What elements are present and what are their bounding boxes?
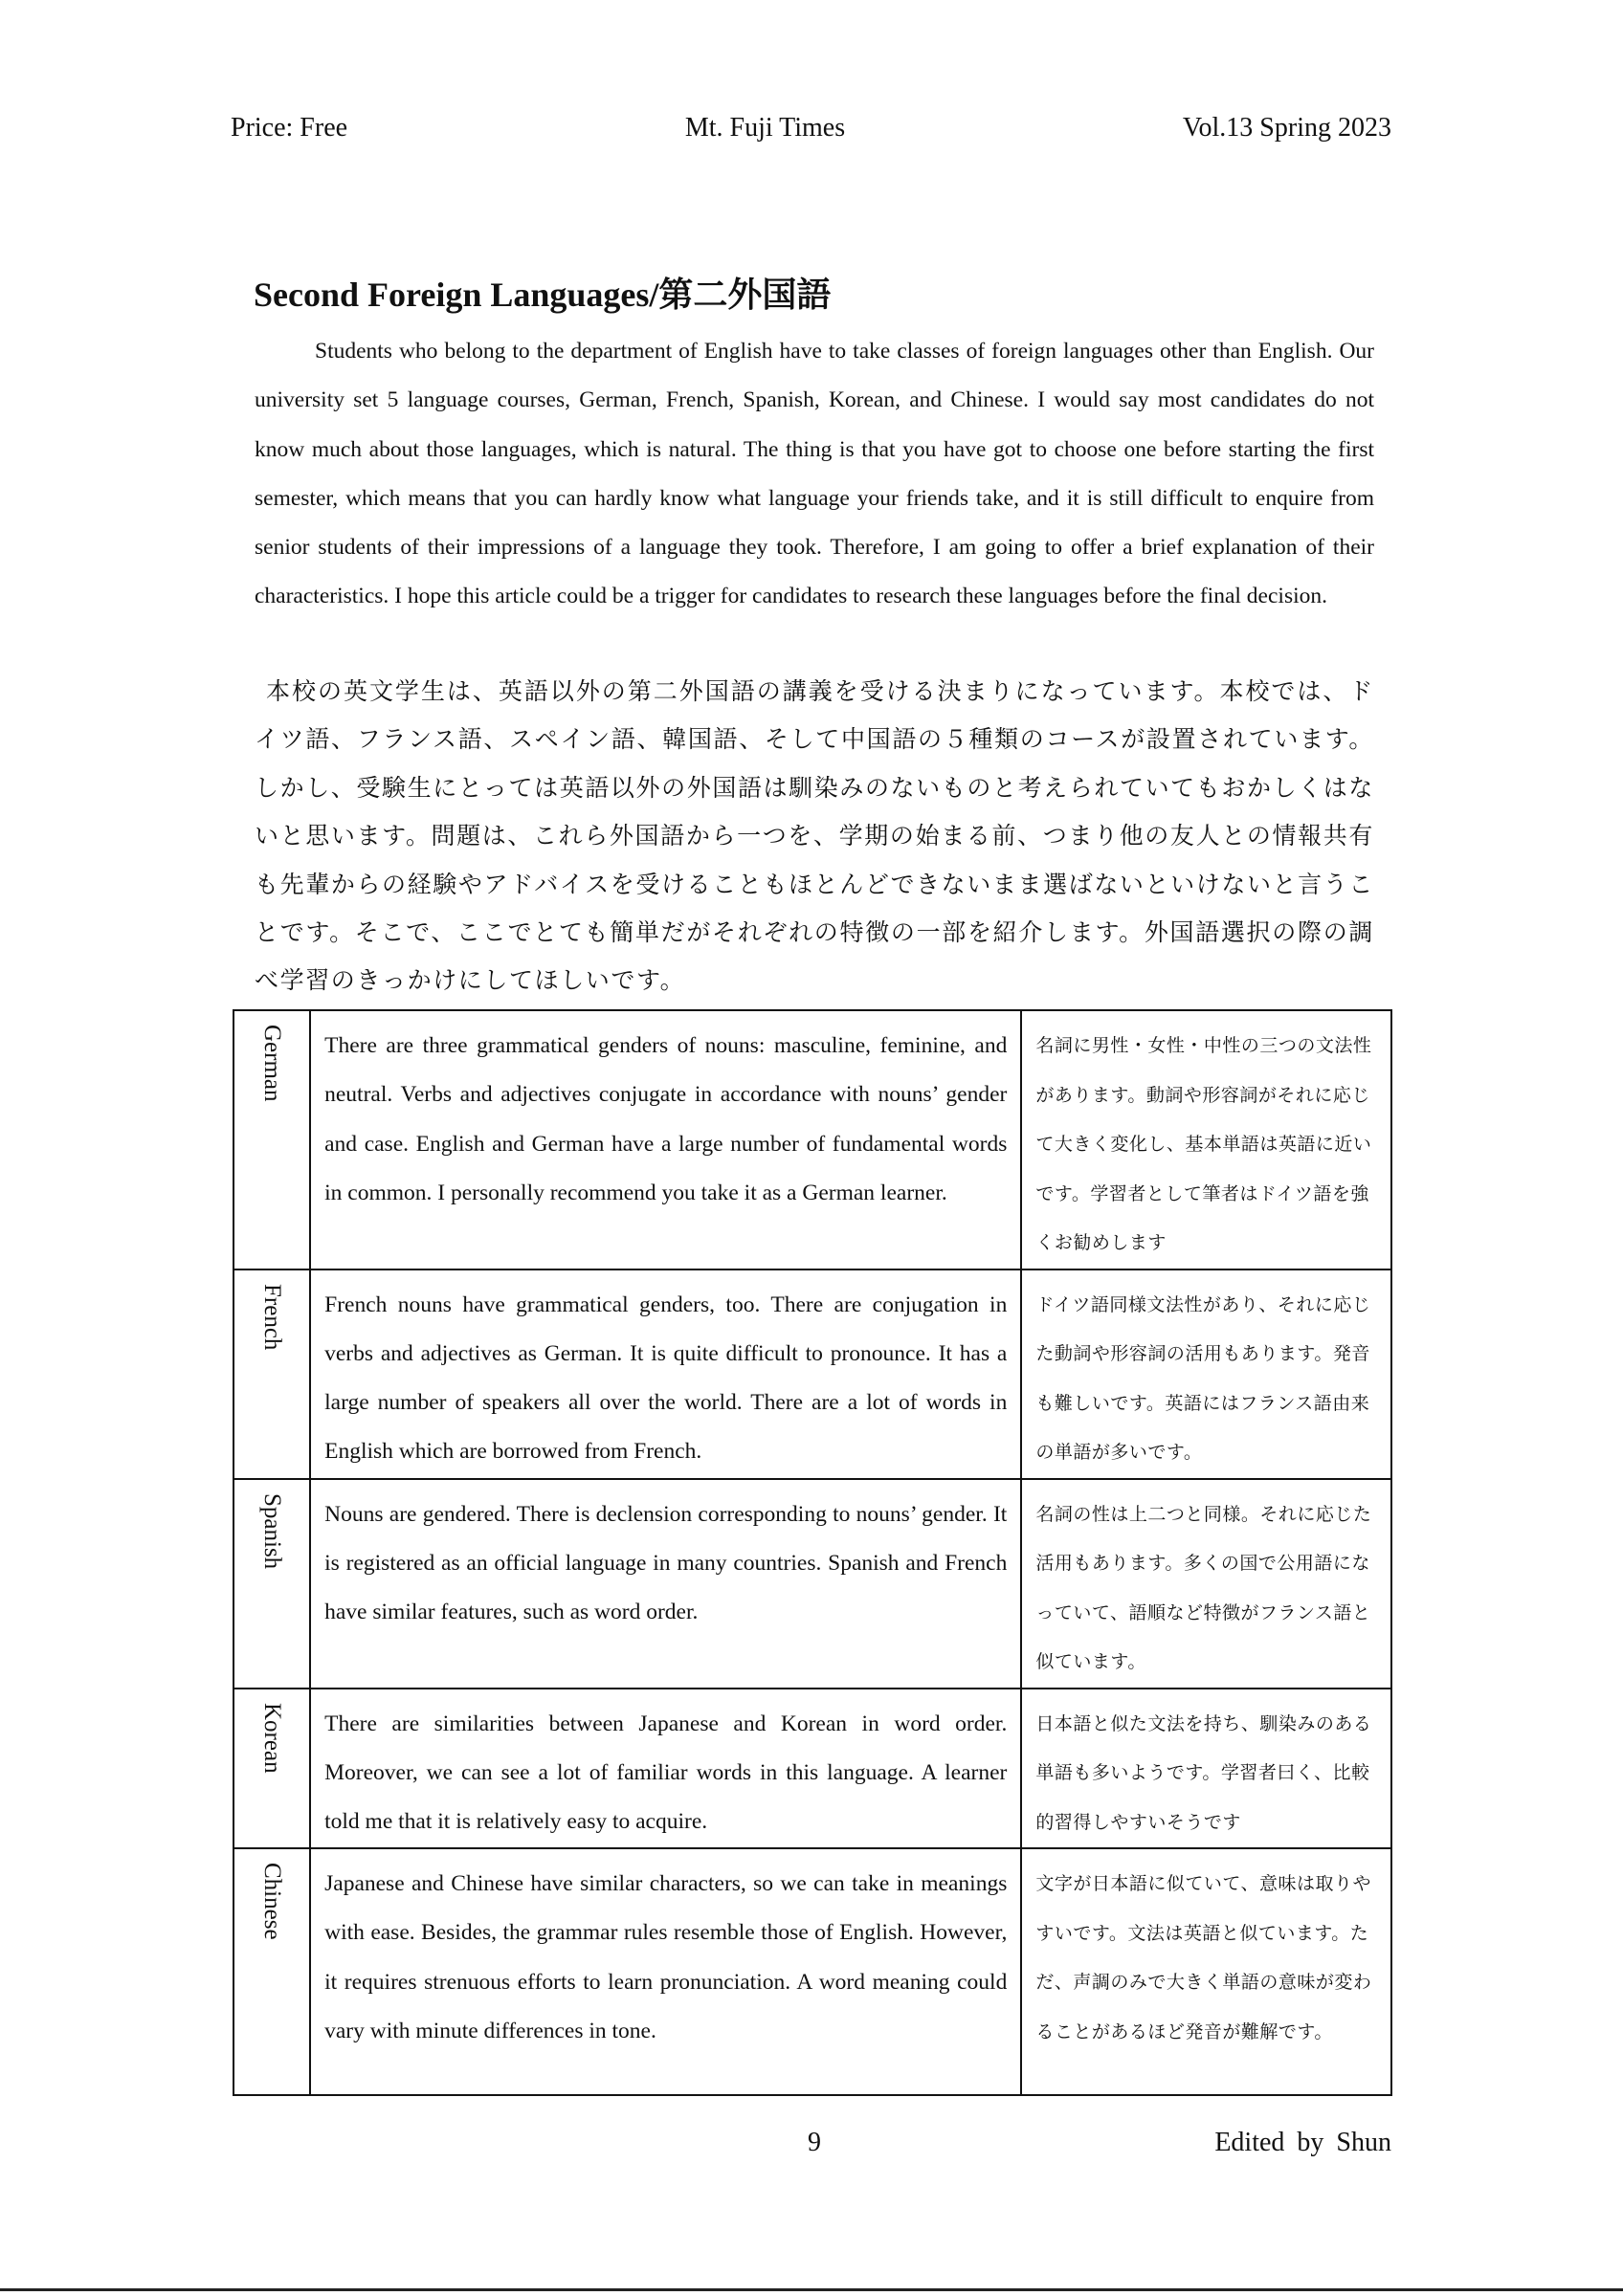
japanese-description-cell: 文字が日本語に似ていて、意味は取りやすいです。文法は英語と似ています。ただ、声調のみで大きく単語の意味が変わることがあるほど発音が難解です。 (1021, 1848, 1391, 2095)
language-name-cell (233, 1269, 310, 1479)
japanese-description-cell: 日本語と似た文法を持ち、馴染みのある単語も多いようです。学習者曰く、比較的習得しやすいそうです (1021, 1689, 1391, 1849)
table-row-korean (233, 1689, 1391, 1849)
language-name-cell (233, 1689, 310, 1849)
english-description-cell: There are similarities between Japanese and Korean in word order. Moreover, we can see a lot of familiar words in this language. A learner told me that it is relatively easy to acquire. (310, 1689, 1021, 1849)
language-comparison-table (233, 1009, 1392, 2096)
language-name: German (259, 1025, 286, 1102)
english-description-cell: Nouns are gendered. There is declension corresponding to nouns’ gender. It is registered as an official language in many countries. Spanish and French have similar features, such as word order. (310, 1479, 1021, 1689)
issue-label: Vol.13 Spring 2023 (1182, 113, 1391, 143)
japanese-description-cell: ドイツ語同様文法性があり、それに応じた動詞や形容詞の活用もあります。発音も難しいです。英語にはフランス語由来の単語が多いです。 (1021, 1269, 1391, 1479)
bottom-divider (0, 2288, 1623, 2291)
price-label: Price: Free (231, 113, 348, 143)
page-header (231, 113, 1391, 144)
intro-english-paragraph: Students who belong to the department of English have to take classes of foreign languages other than English. Our university set 5 language courses, German, French, Spanish, Korean, and Chinese. I would say most candidates do not know much about those languages, which is natural. The thing is that you have got to choose one before starting the first semester, which means that you can hardly know what language your friends take, and it is still difficult to enquire from senior students of their impressions of a language they took. Therefore, I am going to offer a brief explanation of their characteristics. I hope this article could be a trigger for candidates to research these languages before the final decision. (255, 339, 1374, 609)
japanese-description-cell: 名詞に男性・女性・中性の三つの文法性があります。動詞や形容詞がそれに応じて大きく変化し、基本単語は英語に近いです。学習者として筆者はドイツ語を強くお勧めします (1021, 1010, 1391, 1269)
table-row-german (233, 1010, 1391, 1269)
table-row-chinese (233, 1848, 1391, 2095)
publication-name: Mt. Fuji Times (684, 113, 846, 143)
page-number: 9 (808, 2128, 821, 2157)
english-description-cell: French nouns have grammatical genders, too. There are conjugation in verbs and adjectives as German. It is quite difficult to pronounce. It has a large number of speakers all over the world. There are a lot of words in English which are borrowed from French. (310, 1269, 1021, 1479)
language-name: Spanish (259, 1492, 286, 1569)
language-name: Korean (259, 1702, 286, 1774)
language-name-cell (233, 1479, 310, 1689)
article-title: Second Foreign Languages/第二外国語 (254, 276, 832, 314)
japanese-description-cell: 名詞の性は上二つと同様。それに応じた活用もあります。多くの国で公用語になっていて、語順など特徴がフランス語と似ています。 (1021, 1479, 1391, 1689)
table-row-spanish (233, 1479, 1391, 1689)
english-description-cell: There are three grammatical genders of nouns: masculine, feminine, and neutral. Verbs and adjectives conjugate in accordance with nouns’ gender and case. English and German have a large number of fundamental words in common. I personally recommend you take it as a German learner. (310, 1010, 1021, 1269)
editor-credit: Edited by Shun (1214, 2128, 1391, 2157)
english-description-cell: Japanese and Chinese have similar characters, so we can take in meanings with ease. Besides, the grammar rules resemble those of English. However, it requires strenuous efforts to learn pronunciation. A word meaning could vary with minute differences in tone. (310, 1848, 1021, 2095)
table-row-french (233, 1269, 1391, 1479)
language-name-cell (233, 1848, 310, 2095)
language-name-cell (233, 1010, 310, 1269)
language-name: French (259, 1283, 286, 1350)
language-name: Chinese (259, 1863, 286, 1940)
intro-japanese-paragraph: 本校の英文学生は、英語以外の第二外国語の講義を受ける決まりになっています。本校では、ドイツ語、フランス語、スペイン語、韓国語、そして中国語の５種類のコースが設置されています。しかし、受験生にとっては英語以外の外国語は馴染みのないものと考えられていてもおかしくはないと思います。問題は、これら外国語から一つを、学期の始まる前、つまり他の友人との情報共有も先輩からの経験やアドバイスを受けることもほとんどできないまま選ばないといけないと言うことです。そこで、ここでとても簡単だがそれぞれの特徴の一部を紹介します。外国語選択の際の調べ学習のきっかけにしてほしいです。 (255, 679, 1374, 995)
